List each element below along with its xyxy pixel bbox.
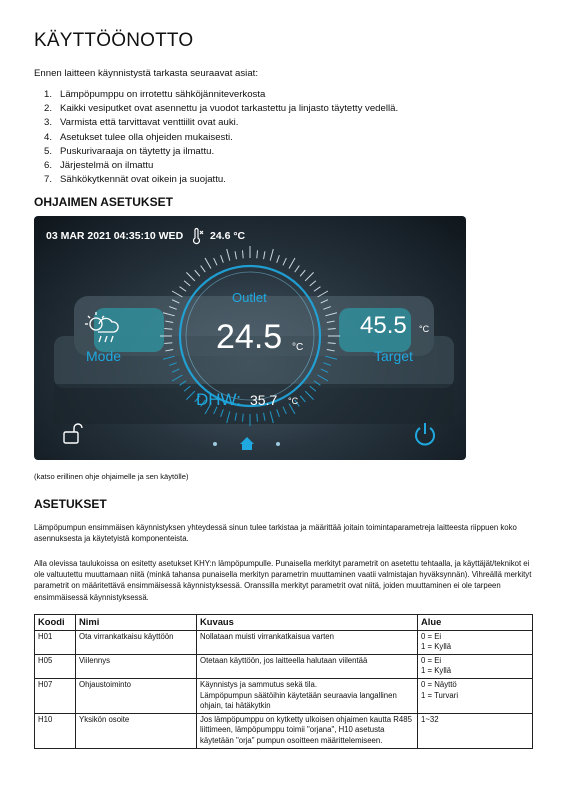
dial-tick [257,414,258,422]
dhw-label: DHW: [196,390,242,409]
dhw-unit: °C [288,396,299,406]
dial-tick [243,250,244,258]
dial-tick [164,343,172,344]
target-unit: °C [419,324,430,334]
list-item: 1. Lämpöpumppu on irrotettu sähköjänniteverkosta [43,89,266,100]
dial-tick [328,343,336,344]
dial-tick [205,258,211,268]
table-row [35,630,533,654]
cell-name: Ohjaustoiminto [76,678,197,713]
dial-tick [164,329,172,330]
target-label[interactable]: Target [374,348,413,364]
outlet-value: 24.5 [216,318,283,356]
dial-tick [186,272,194,280]
dial-tick [221,255,224,263]
thermometer-icon [194,229,204,244]
table-header-row [35,615,533,631]
page-dot[interactable] [213,442,217,446]
lock-icon[interactable] [64,424,82,443]
list-item: 6. Järjestelmä on ilmattu [43,159,154,171]
column-header: Kuvaus [197,615,418,631]
table-row [35,654,533,678]
dial-tick [310,281,316,286]
outlet-label: Outlet [232,290,267,305]
cell-range: 1~32 [418,713,533,748]
dial-tick [235,251,236,259]
dial-tick [314,287,321,292]
list-item: 2. Kaikki vesiputket ovat asennettu ja vuodot tarkastettu ja linjasto täytetty vedellä. [43,103,399,115]
dial-tick [180,287,187,292]
dial-tick [300,270,305,276]
dial-tick [328,329,336,330]
controller-heading: OHJAIMEN ASETUKSET [34,195,173,209]
outlet-unit: °C [292,342,304,353]
cell-description: Nollataan muisti virrankatkaisua varten [197,630,418,654]
cell-name: Yksikön osoite [76,713,197,748]
dial-tick [305,272,313,280]
power-icon[interactable] [416,423,434,444]
column-header: Nimi [76,615,197,631]
settings-paragraph-2: Alla olevissa taulukoissa on esitetty asetukset KHY:n lämpöpumpulle. Punaisella merkityt parametrit on asetettu tehtaalla, ja käyttäjät/teknikot ei ole valtuutettu muuttamaan niitä (minkä tahansa punaisella merkityn parametrin muuttaminen vaatii valmistajan hyväksynnän). Vihreällä merkityt parametrit on määritettävä ensimmäisessä käynnistyksessä. Oranssilla merkityt parametrit ovat niitä, joiden muuttaminen ei ole tarpeen ensimmäisessä käynnistyksessä. [34,559,532,602]
cell-code: H07 [35,678,76,713]
list-item: 4. Asetukset tulee olla ohjeiden mukaisesti. [43,131,233,143]
cell-range: 0 = Näyttö 1 = Turvari [418,678,533,713]
cell-code: H10 [35,713,76,748]
intro-text: Ennen laitteen käynnistystä tarkasta seuraavat asiat: [34,68,258,79]
dial-tick [243,414,244,422]
dial-tick [264,251,265,259]
cell-code: H05 [35,654,76,678]
controller-caption: (katso erillinen ohje ohjaimelle ja sen käytölle) [34,472,189,481]
cell-code: H01 [35,630,76,654]
list-item: 7. Sähkökytkennät ovat oikein ja suojattu. [43,174,226,186]
dhw-value: 35.7 [250,392,278,408]
settings-heading: ASETUKSET [34,497,107,511]
table-row [35,678,533,713]
dial-tick [195,270,200,276]
dial-tick [227,249,230,261]
dial-tick [295,266,300,273]
dial-tick [270,249,273,261]
page-title: KÄYTTÖÖNOTTO [34,30,194,51]
dial-tick [289,258,295,268]
target-value[interactable]: 45.5 [360,312,407,339]
cell-range: 0 = Ei 1 = Kyllä [418,630,533,654]
list-item: 5. Puskurivaraaja on täytetty ja ilmattu. [43,145,215,157]
page-dot[interactable] [276,442,280,446]
controller-screen [34,216,466,460]
settings-table [34,614,533,749]
dial-tick [184,281,190,286]
column-header: Koodi [35,615,76,631]
cell-description: Käynnistys ja sammutus sekä tila. Lämpöpumpun säätöihin käytetään seuraavia langallinen ohjain, tai hätäkytkin [197,678,418,713]
cell-name: Viilennys [76,654,197,678]
table-row [35,713,533,748]
column-header: Alue [418,615,533,631]
cell-description: Jos lämpöpumppu on kytketty ulkoisen ohjaimen kautta R485 liittimeen, lämpöpumppu toimii "orjana", H10 asetusta käytetään "orja" pumpun osoitteen määrittelemiseen. [197,713,418,748]
cell-range: 0 = Ei 1 = Kyllä [418,654,533,678]
dial-tick [201,266,206,273]
checklist [34,88,398,187]
cell-name: Ota virrankatkaisu käyttöön [76,630,197,654]
dial-tick [257,250,258,258]
home-icon[interactable] [240,437,254,450]
cell-description: Otetaan käyttöön, jos laitteella halutaan viilentää [197,654,418,678]
dial-tick [283,258,286,265]
dial-tick [277,255,280,263]
mode-label[interactable]: Mode [86,348,122,364]
settings-paragraph-1: Lämpöpumpun ensimmäisen käynnistyksen yhteydessä sinun tulee tarkistaa ja määrittää joitain toimintaparametreja laitteesta riippuen koko asennuksesta ja käytetyistä komponenteista. [34,523,517,544]
dial-tick [214,258,217,265]
ambient-temperature: 24.6 °C [210,230,246,242]
list-item: 3. Varmista että tarvittavat venttiilit ovat auki. [43,117,239,129]
datetime: 03 MAR 2021 04:35:10 WED [46,230,184,242]
